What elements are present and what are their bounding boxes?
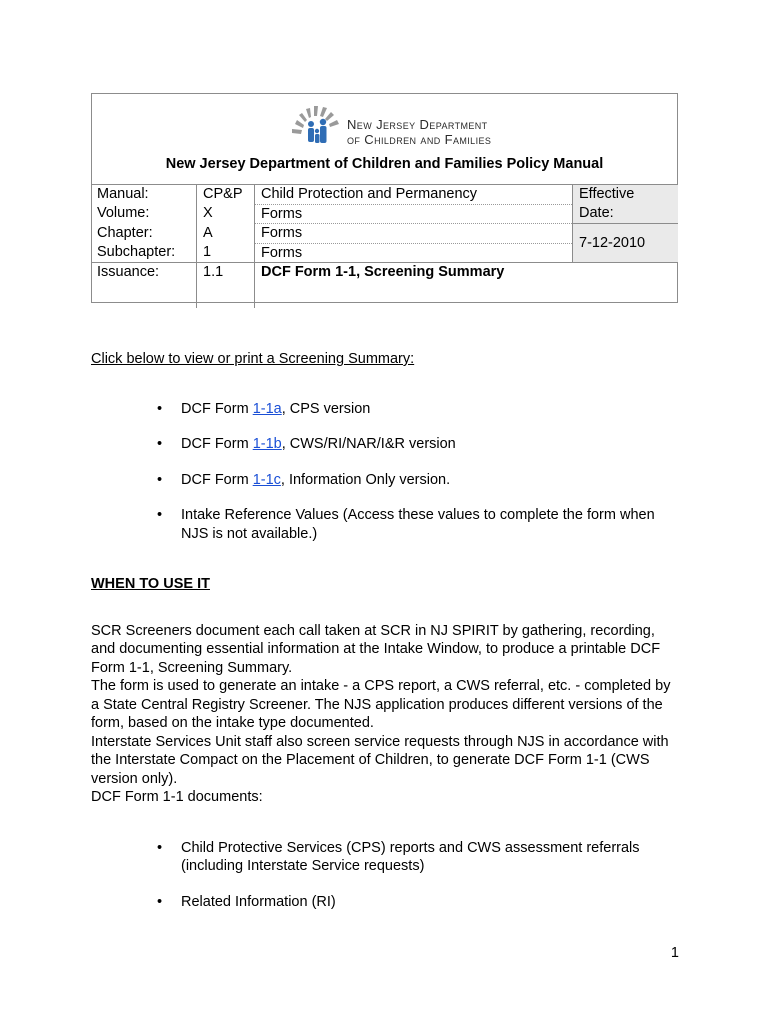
logo-line-1: New Jersey Department [347, 117, 488, 132]
list-item [91, 435, 681, 454]
family-sun-icon [285, 98, 347, 152]
intake-reference-text: Intake Reference Values (Access these values to complete the form when NJS is not available.) [181, 507, 655, 542]
bullet-icon: • [157, 507, 163, 523]
page-number: 1 [670, 945, 679, 961]
click-instructions: Click below to view or print a Screening Summary: [91, 351, 415, 367]
policy-header [91, 93, 678, 303]
meta-code: X [197, 204, 255, 224]
dcf-logo [285, 98, 535, 152]
effective-label: Effective Date: [573, 185, 679, 224]
logo-line-2: of Children and Families [347, 132, 492, 147]
form-link-list [91, 400, 681, 544]
issuance-label: Issuance: [91, 263, 197, 309]
meta-code: A [197, 224, 255, 244]
paragraph: Interstate Services Unit staff also screen service requests through NJS in accordance with the Interstate Compact on the Placement of Children, to generate DCF Form 1-1 (CWS version only). [91, 733, 669, 787]
item-prefix: DCF Form [181, 436, 253, 452]
form-1-1b-link[interactable]: 1-1b [252, 436, 282, 452]
list-item-text: Child Protective Services (CPS) reports and CWS assessment referrals (including Interstate Service requests) [181, 839, 640, 874]
meta-code: 1 [197, 243, 255, 263]
meta-value: Child Protection and Permanency [255, 185, 573, 205]
list-item [91, 400, 681, 419]
list-item [91, 893, 681, 912]
section-heading: WHEN TO USE IT [91, 576, 210, 592]
paragraph: The form is used to generate an intake - a CPS report, a CWS referral, etc. - completed by a State Central Registry Screener. The NJS application produces different versions of the form, based on the intake type documented. [91, 678, 671, 731]
page-content [91, 350, 681, 911]
meta-value: Forms [255, 224, 573, 244]
meta-label: Volume: [91, 204, 197, 224]
paragraph: SCR Screeners document each call taken at SCR in NJ SPIRIT by gathering, recording, and documenting essential information at the Intake Window, to produce a printable DCF Form 1-1, Screening Summary. [91, 622, 661, 676]
meta-label: Chapter: [91, 224, 197, 244]
item-prefix: DCF Form [181, 400, 253, 417]
effective-date: 7-12-2010 [573, 224, 679, 263]
bullet-icon: • [157, 436, 163, 452]
paragraph: DCF Form 1-1 documents: [91, 789, 263, 805]
item-suffix: , CWS/RI/NAR/I&R version [281, 436, 456, 452]
bullet-icon: • [157, 400, 163, 417]
item-suffix: , Information Only version. [280, 471, 451, 488]
item-suffix: , CPS version [281, 400, 371, 417]
list-item [91, 839, 681, 876]
meta-label: Manual: [91, 185, 197, 205]
meta-label: Subchapter: [91, 243, 197, 263]
bullet-icon: • [157, 471, 163, 488]
meta-code: CP&P [197, 185, 255, 205]
issuance-code: 1.1 [197, 263, 255, 309]
intake-reference-item [91, 506, 681, 543]
meta-value: Forms [255, 243, 573, 263]
list-item [91, 471, 681, 490]
form-1-1a-link[interactable]: 1-1a [252, 400, 282, 417]
item-prefix: DCF Form [181, 471, 253, 488]
manual-meta-table [91, 184, 678, 308]
list-item-text: Related Information (RI) [181, 893, 336, 910]
issuance-title: DCF Form 1-1, Screening Summary [255, 263, 679, 309]
bullet-icon: • [157, 893, 163, 910]
documents-list [91, 839, 681, 912]
meta-value: Forms [255, 204, 573, 224]
manual-title: New Jersey Department of Children and Families Policy Manual [165, 156, 604, 172]
form-1-1c-link[interactable]: 1-1c [252, 471, 281, 488]
logo-text [347, 117, 491, 147]
bullet-icon: • [157, 839, 163, 856]
